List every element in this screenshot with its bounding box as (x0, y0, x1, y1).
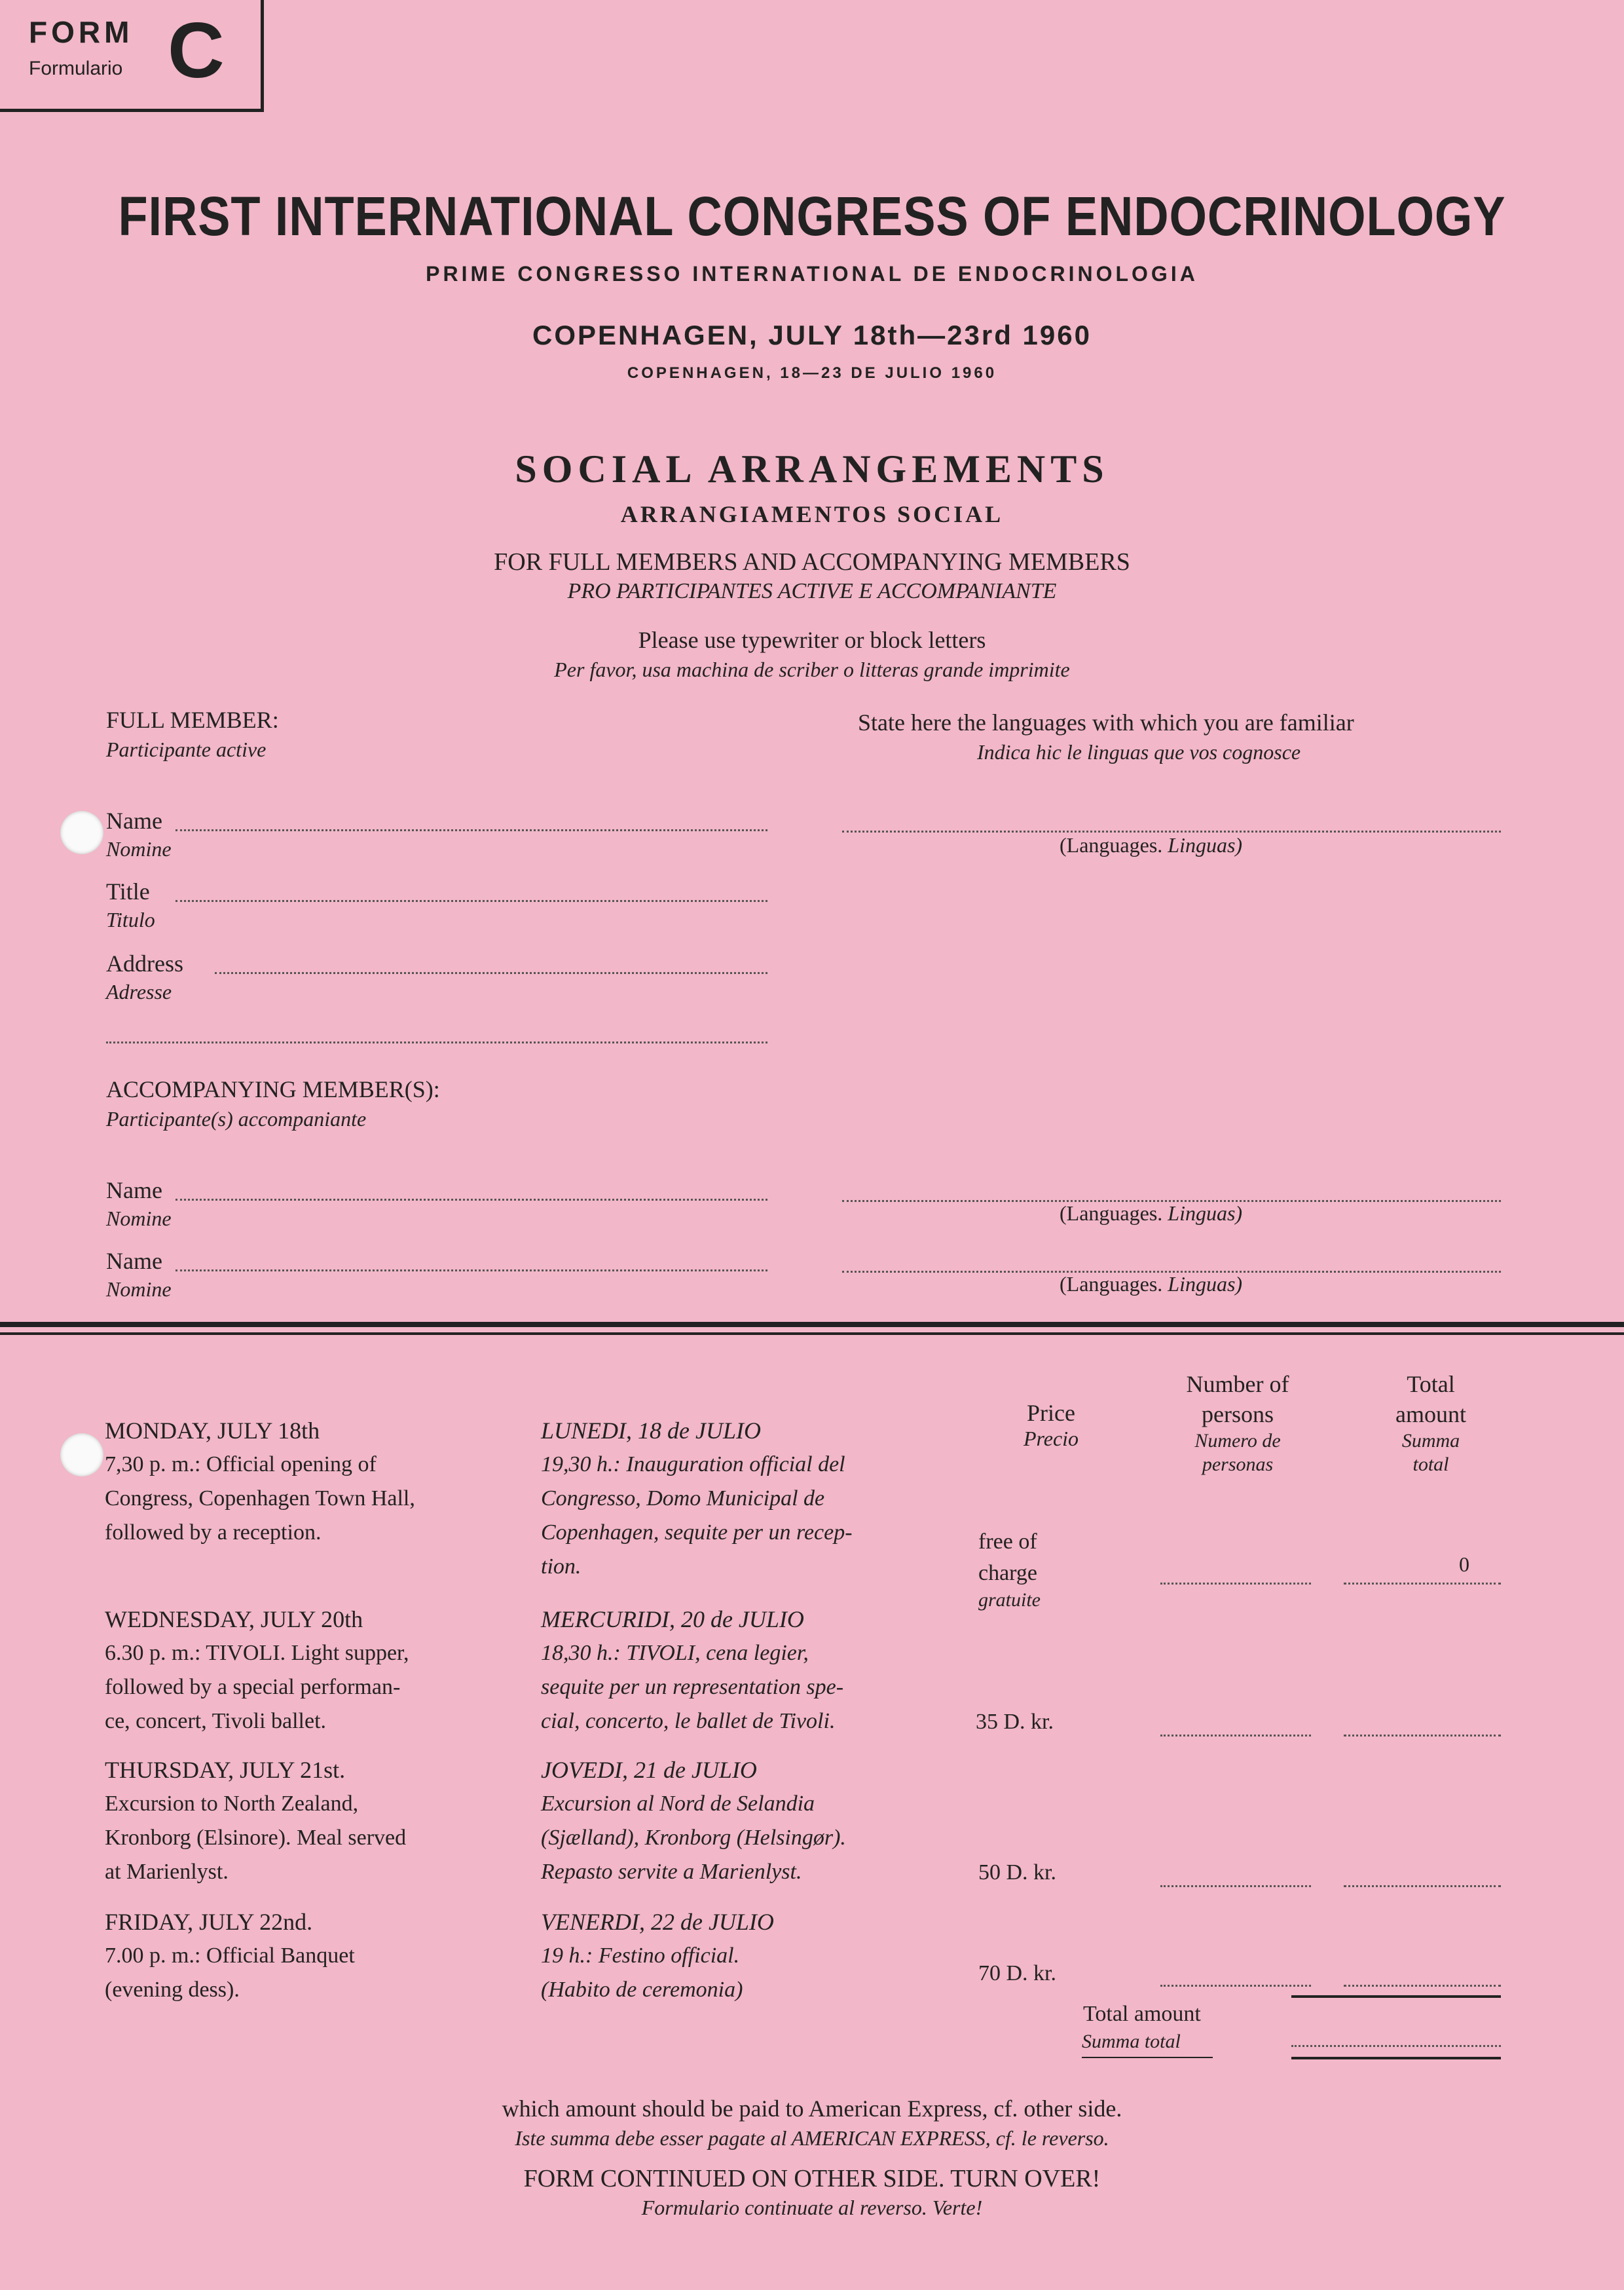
punch-hole-bottom (60, 1433, 103, 1476)
event-monday-total-field[interactable] (1344, 1583, 1501, 1585)
accompanying-languages-caption-2: (Languages. Linguas) (1060, 1272, 1243, 1296)
form-label: FORM (29, 15, 134, 49)
full-member-name-field[interactable] (175, 829, 767, 831)
accompanying-languages-caption-1: (Languages. Linguas) (1060, 1201, 1243, 1225)
total-amount-bottom-rule (1291, 2057, 1501, 2059)
full-member-address-field-2[interactable] (106, 1042, 767, 1043)
accompanying-name-label-1: Name (106, 1177, 162, 1203)
accompanying-name-field-1[interactable] (175, 1199, 767, 1201)
total-amount-underline (1082, 2057, 1213, 2058)
total-amount-field[interactable] (1291, 2045, 1501, 2047)
punch-hole-top (60, 811, 103, 854)
congress-subtitle: PRIME CONGRESSO INTERNATIONAL DE ENDOCRINOLOGIA (426, 262, 1198, 286)
event-monday-total-value: 0 (1459, 1552, 1469, 1576)
event-thursday-persons-field[interactable] (1160, 1885, 1311, 1887)
full-member-title-field[interactable] (175, 900, 767, 902)
section-divider-2 (0, 1332, 1624, 1335)
event-monday-persons-field[interactable] (1160, 1583, 1311, 1585)
full-member-heading-alt: Participante active (106, 738, 267, 761)
event-monday-price: free of charge gratuite (978, 1530, 1041, 1611)
accompanying-name-alt-2: Nomine (106, 1277, 172, 1301)
languages-heading: State here the languages with which you are familiar (858, 709, 1354, 736)
instruction: Please use typewriter or block letters (638, 627, 986, 653)
congress-location: COPENHAGEN, JULY 18th—23rd 1960 (532, 320, 1092, 350)
event-thursday: THURSDAY, JULY 21st. Excursion to North Zealand, Kronborg (Elsinore). Meal served at Marienlyst. (105, 1757, 407, 1884)
for-line-alt: PRO PARTICIPANTES ACTIVE E ACCOMPANIANTE (567, 579, 1057, 603)
full-member-languages-field[interactable] (842, 831, 1501, 833)
form-letter: C (168, 7, 225, 94)
section-divider (0, 1322, 1624, 1327)
total-rule (1291, 1995, 1501, 1998)
full-member-address-field[interactable] (215, 972, 767, 974)
accompanying-name-alt-1: Nomine (106, 1207, 172, 1230)
congress-title: FIRST INTERNATIONAL CONGRESS OF ENDOCRINOLOGY (118, 185, 1506, 247)
form-box (0, 0, 264, 112)
instruction-alt: Per favor, usa machina de scriber o litteras grande imprimite (554, 658, 1070, 681)
event-monday-alt: LUNEDI, 18 de JULIO 19,30 h.: Inauguration official del Congresso, Domo Municipal de Copenhagen, sequite per un recep- tion. (541, 1417, 853, 1579)
event-wednesday-price: 35 D. kr. (976, 1710, 1054, 1734)
event-thursday-total-field[interactable] (1344, 1885, 1501, 1887)
price-header: Price Precio (1023, 1400, 1079, 1450)
event-wednesday: WEDNESDAY, JULY 20th 6.30 p. m.: TIVOLI. Light supper, followed by a special performan- ce, concert, Tivoli ballet. (105, 1606, 409, 1733)
full-member-address-alt: Adresse (106, 980, 172, 1004)
for-line: FOR FULL MEMBERS AND ACCOMPANYING MEMBERS (494, 548, 1130, 576)
full-member-languages-caption: (Languages. Linguas) (1060, 833, 1243, 857)
event-wednesday-total-field[interactable] (1344, 1735, 1501, 1736)
full-member-name-alt: Nomine (106, 837, 172, 861)
continued-note: FORM CONTINUED ON OTHER SIDE. TURN OVER! (523, 2165, 1101, 2192)
event-friday-price: 70 D. kr. (978, 1961, 1056, 1985)
event-thursday-alt: JOVEDI, 21 de JULIO Excursion al Nord de Selandia (Sjælland), Kronborg (Helsingør). Repasto servite a Marienlyst. (541, 1757, 846, 1884)
event-friday: FRIDAY, JULY 22nd. 7.00 p. m.: Official Banquet (evening dess). (105, 1909, 355, 2002)
full-member-name-label: Name (106, 808, 162, 834)
languages-heading-alt: Indica hic le linguas que vos cognosce (977, 740, 1301, 764)
accompanying-name-label-2: Name (106, 1248, 162, 1274)
event-friday-persons-field[interactable] (1160, 1985, 1311, 1987)
event-thursday-price: 50 D. kr. (978, 1860, 1056, 1885)
total-amount-label: Total amount (1083, 2002, 1201, 2026)
event-wednesday-persons-field[interactable] (1160, 1735, 1311, 1736)
continued-note-alt: Formulario continuate al reverso. Verte! (641, 2196, 983, 2219)
event-friday-total-field[interactable] (1344, 1985, 1501, 1987)
form-sublabel: Formulario (29, 58, 123, 79)
persons-header: Number of persons Numero de personas (1186, 1371, 1289, 1475)
total-amount-label-alt: Summa total (1082, 2031, 1181, 2052)
full-member-heading: FULL MEMBER: (106, 707, 279, 733)
full-member-title-alt: Titulo (106, 908, 155, 931)
event-wednesday-alt: MERCURIDI, 20 de JULIO 18,30 h.: TIVOLI, cena legier, sequite per un representation spe- cial, concerto, le ballet de Tivoli. (541, 1606, 844, 1733)
section-title: SOCIAL ARRANGEMENTS (515, 447, 1109, 491)
payment-note-alt: Iste summa debe esser pagate al AMERICAN EXPRESS, cf. le reverso. (515, 2126, 1109, 2150)
congress-location-alt: COPENHAGEN, 18—23 DE JULIO 1960 (627, 364, 997, 382)
accompanying-name-field-2[interactable] (175, 1269, 767, 1271)
full-member-title-label: Title (106, 878, 150, 905)
event-monday: MONDAY, JULY 18th 7,30 p. m.: Official opening of Congress, Copenhagen Town Hall, followed by a reception. (105, 1417, 415, 1545)
accompanying-heading-alt: Participante(s) accompaniante (106, 1107, 367, 1131)
event-friday-alt: VENERDI, 22 de JULIO 19 h.: Festino official. (Habito de ceremonia) (541, 1909, 774, 2002)
payment-note: which amount should be paid to American Express, cf. other side. (502, 2095, 1122, 2122)
full-member-address-label: Address (106, 950, 183, 977)
accompanying-heading: ACCOMPANYING MEMBER(S): (106, 1076, 440, 1102)
total-header: Total amount Summa total (1395, 1371, 1466, 1475)
section-title-alt: ARRANGIAMENTOS SOCIAL (620, 501, 1004, 527)
